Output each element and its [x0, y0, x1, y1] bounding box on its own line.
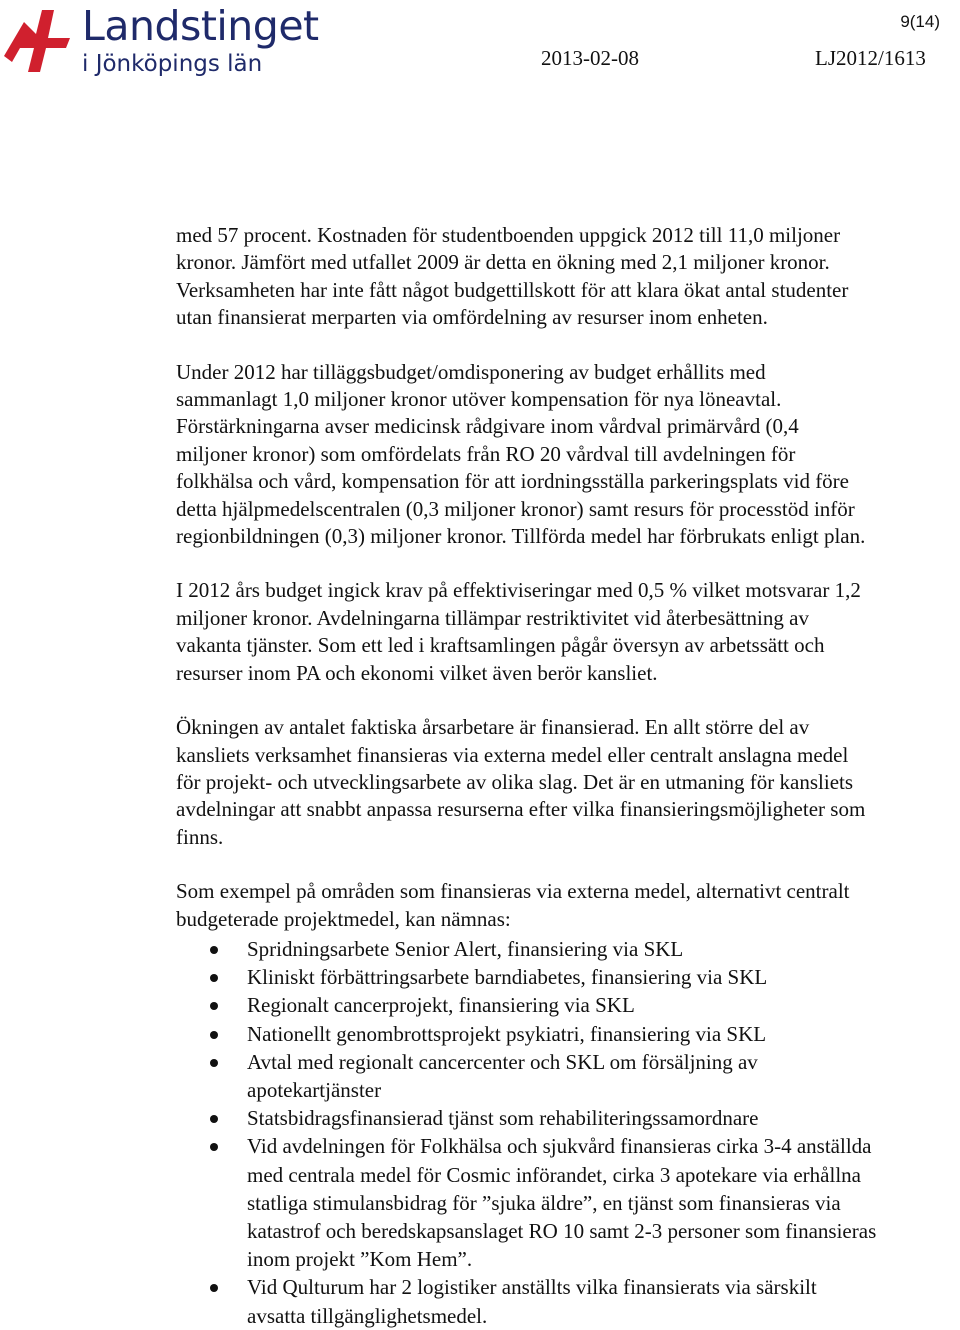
list-item: [176, 1132, 960, 1273]
list-item-text: Avtal med regionalt cancercenter och SKL om försäljning av: [247, 1049, 758, 1074]
bullet-icon: [210, 1031, 218, 1039]
list-item: [176, 935, 960, 963]
logo-mark-icon: [2, 4, 80, 74]
text-line: detta hjälpmedelscentralen (0,3 miljoner kronor) samt resurs för processtöd inför: [176, 496, 855, 521]
document-date: 2013-02-08: [541, 46, 639, 70]
bullet-icon: [210, 1115, 218, 1123]
text-line: miljoner kronor) som omfördelats från RO 20 vårdval till avdelningen för: [176, 441, 796, 466]
list-item-text: avsatta tillgänglighetsmedel.: [247, 1303, 488, 1328]
list-item-text: med centrala medel för Cosmic införandet, cirka 3 apotekare via erhållna: [247, 1162, 861, 1187]
list-item-text: inom projekt ”Kom Hem”.: [247, 1247, 473, 1272]
text-line: kronor. Jämfört med utfallet 2009 är detta en ökning med 2,1 miljoner kronor.: [176, 250, 830, 275]
text-line: miljoner kronor. Avdelningarna tillämpar restriktivitet vid återbesättning av: [176, 605, 809, 630]
text-line: Under 2012 har tilläggsbudget/omdisponering av budget erhållits med: [176, 359, 766, 384]
bullet-icon: [210, 946, 218, 954]
list-item-text: Nationellt genombrottsprojekt psykiatri, finansiering via SKL: [247, 1021, 767, 1046]
bullet-icon: [210, 1143, 218, 1151]
list-item: [176, 991, 960, 1019]
text-line: resurser inom PA och ekonomi vilket även berör kansliet.: [176, 660, 658, 685]
text-line: vakanta tjänster. Som ett led i kraftsamlingen pågår översyn av arbetssätt och: [176, 633, 825, 658]
text-line: Förstärkningarna avser medicinsk rådgivare inom vårdval primärvård (0,4: [176, 414, 799, 439]
bullet-icon: [210, 1284, 218, 1292]
organization-logo: [2, 2, 332, 82]
list-item-text: Vid Qulturum har 2 logistiker anställts vilka finansierats via särskilt: [247, 1275, 817, 1300]
text-line: med 57 procent. Kostnaden för studentboenden uppgick 2012 till 11,0 miljoner: [176, 223, 841, 247]
funding-examples-list: [176, 935, 960, 1330]
list-item: [176, 963, 960, 991]
document-reference: LJ2012/1613: [815, 46, 926, 70]
page-number: 9(14): [900, 12, 940, 31]
text-line: Ökningen av antalet faktiska årsarbetare är finansierad. En allt större del av: [176, 715, 810, 740]
list-item: [176, 1104, 960, 1132]
paragraph-student-housing: [176, 222, 960, 332]
list-item: [176, 1273, 960, 1329]
logo-title: Landstinget: [82, 2, 319, 50]
document-body: [176, 222, 960, 1330]
list-item: [176, 1020, 960, 1048]
list-item-text: statliga stimulansbidrag för ”sjuka äldre”, en tjänst som finansieras via: [247, 1190, 841, 1215]
list-item-text: Statsbidragsfinansierad tjänst som rehabiliteringssamordnare: [247, 1106, 759, 1131]
list-item-text: Vid avdelningen för Folkhälsa och sjukvård finansieras cirka 3-4 anställda: [247, 1134, 872, 1159]
text-line: regionbildningen (0,3) miljoner kronor. Tillförda medel har förbrukats enligt plan.: [176, 524, 866, 549]
text-line: sammanlagt 1,0 miljoner kronor utöver kompensation för nya löneavtal.: [176, 387, 782, 412]
paragraph-examples-intro: [176, 878, 960, 933]
text-line: I 2012 års budget ingick krav på effektiviseringar med 0,5 % vilket motsvarar 1,2: [176, 578, 861, 603]
text-line: utan finansierat merparten via omfördelning av resurser inom enheten.: [176, 305, 768, 330]
bullet-icon: [210, 1002, 218, 1010]
text-line: Verksamheten har inte fått något budgettillskott för att klara ökat antal studenter: [176, 277, 849, 302]
text-line: avdelningar att snabbt anpassa resurserna efter vilka finansieringsmöjligheter som: [176, 797, 866, 822]
paragraph-staff-increase: [176, 714, 960, 851]
paragraph-efficiency-requirements: [176, 577, 960, 687]
bullet-icon: [210, 1059, 218, 1067]
list-item-text: Regionalt cancerprojekt, finansiering via SKL: [247, 993, 635, 1018]
text-line: budgeterade projektmedel, kan nämnas:: [176, 906, 511, 931]
text-line: finns.: [176, 824, 224, 849]
text-line: Som exempel på områden som finansieras via externa medel, alternativt centralt: [176, 879, 850, 904]
text-line: kansliets verksamhet finansieras via externa medel eller centralt anslagna medel: [176, 742, 849, 767]
bullet-icon: [210, 974, 218, 982]
logo-subtitle: i Jönköpings län: [82, 51, 263, 77]
text-line: folkhälsa och vård, kompensation för att iordningsställa parkeringsplats vid före: [176, 469, 849, 494]
paragraph-supplementary-budget: [176, 359, 960, 551]
list-item-text: katastrof och beredskapsanslaget RO 10 samt 2-3 personer som finansieras: [247, 1218, 877, 1243]
text-line: för projekt- och utvecklingsarbete av olika slag. Det är en utmaning för kansliets: [176, 769, 854, 794]
list-item: [176, 1048, 960, 1104]
list-item-text: Spridningsarbete Senior Alert, finansiering via SKL: [247, 936, 684, 961]
list-item-text: apotekartjänster: [247, 1077, 382, 1102]
list-item-text: Kliniskt förbättringsarbete barndiabetes, finansiering via SKL: [247, 965, 768, 990]
